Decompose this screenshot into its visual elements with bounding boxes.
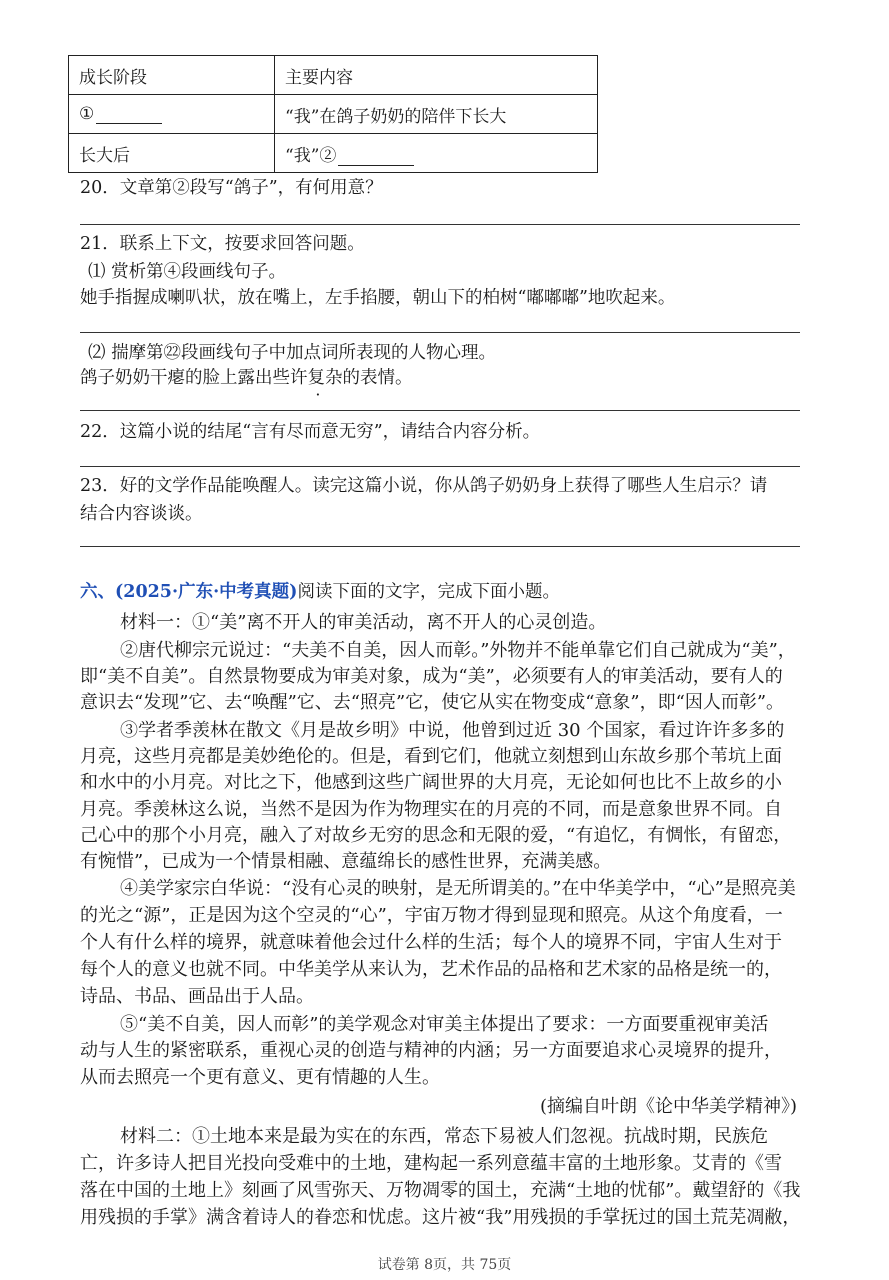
passage-line: 意识去“发现”它、去“唤醒”它、去“照亮”它，使它从实在物变成“意象”，即“因人而彰”。	[80, 692, 785, 713]
passage-line: 即“美不自美”。自然景物要成为审美对象，成为“美”，必须要有人的审美活动，要有人的	[80, 666, 783, 687]
passage-line: 亡，许多诗人把目光投向受难中的土地，建构起一系列意蕴丰富的土地形象。艾青的《雪	[80, 1153, 782, 1174]
answer-blank[interactable]	[338, 147, 414, 166]
answer-line[interactable]	[80, 224, 800, 225]
table-row	[69, 95, 598, 134]
section-intro: 阅读下面的文字，完成下面小题。	[297, 582, 560, 602]
passage-line: ④美学家宗白华说：“没有心灵的映射，是无所谓美的。”在中华美学中，“心”是照亮美	[120, 878, 796, 899]
page-footer: 试卷第 8页，共 75页	[377, 1257, 512, 1273]
table-header-row	[69, 56, 598, 95]
answer-line[interactable]	[80, 410, 800, 411]
table-row	[69, 134, 598, 173]
question-20: 20．文章第②段写“鸽子”，有何用意？	[80, 178, 383, 198]
passage-line: 个人有什么样的境界，就意味着他会过什么样的生活；每个人的境界不同，宇宙人生对于	[80, 932, 782, 953]
table-cell: “我”在鸽子奶奶的陪伴下长大	[275, 95, 598, 134]
passage-line: ③学者季羡林在散文《月是故乡明》中说，他曾到过近 30 个国家，看过许许多多的	[120, 720, 785, 741]
question-23-cont: 结合内容谈谈。	[80, 504, 203, 524]
passage-line: 动与人生的紧密联系，重视心灵的创造与精神的内涵；另一方面要追求心灵境界的提升，	[80, 1040, 782, 1061]
growth-stage-table	[68, 55, 598, 173]
question-21-title: 21．联系上下文，按要求回答问题。	[80, 234, 365, 254]
passage-line: 从而去照亮一个更有意义、更有情趣的人生。	[80, 1067, 440, 1088]
dotted-character: 复	[307, 368, 325, 388]
passage-line: 用残损的手掌》满含着诗人的眷恋和忧虑。这片被“我”用残损的手掌抚过的国土荒芜凋敝，	[80, 1207, 801, 1228]
passage-line: 月亮，这些月亮都是美妙绝伦的。但是，看到它们，他就立刻想到山东故乡那个苇坑上面	[80, 746, 782, 767]
question-21-part2: ⑵ 揣摩第㉒段画线句子中加点词所表现的人物心理。	[88, 343, 497, 363]
passage-line: ⑤“美不自美，因人而彰”的美学观念对审美主体提出了要求：一方面要重视审美活	[120, 1014, 769, 1035]
table-cell	[275, 134, 598, 173]
answer-line[interactable]	[80, 332, 800, 333]
section-6-heading	[80, 580, 560, 605]
answer-line[interactable]	[80, 546, 800, 547]
passage-line: 有惋惜”，已成为一个情景相融、意蕴绵长的感性世界，充满美感。	[80, 851, 612, 872]
table-cell	[69, 95, 275, 134]
question-22: 22．这篇小说的结尾“言有尽而意无穷”，请结合内容分析。	[80, 422, 541, 442]
passage-line: 和水中的小月亮。对比之下，他感到这些广阔世界的大月亮，无论如何也比不上故乡的小	[80, 772, 782, 793]
passage-line: 材料一：①“美”离不开人的审美活动，离不开人的心灵创造。	[120, 612, 607, 633]
passage-line: 落在中国的土地上》刻画了风雪弥天、万物凋零的国土，充满“土地的忧郁”。戴望舒的《我	[80, 1180, 801, 1201]
question-21-part1: ⑴ 赏析第④段画线句子。	[88, 262, 287, 282]
stage-label: ①	[79, 104, 95, 124]
question-23: 23．好的文学作品能唤醒人。读完这篇小说，你从鸽子奶奶身上获得了哪些人生启示？请	[80, 476, 768, 496]
table-cell: 长大后	[69, 134, 275, 173]
section-title: 六、(2025·广东·中考真题)	[80, 582, 298, 602]
passage-line: 己心中的那个小月亮，融入了对故乡无穷的思念和无限的爱，“有追忆，有惆怅，有留恋，	[80, 825, 792, 846]
passage-line: 每个人的意义也就不同。中华美学从来认为，艺术作品的品格和艺术家的品格是统一的，	[80, 959, 782, 980]
passage-line: 诗品、书品、画品出于人品。	[80, 986, 314, 1007]
content-label: “我”②	[285, 145, 337, 166]
passage-line: 月亮。季羡林这么说，当然不是因为作为物理实在的月亮的不同，而是意象世界不同。自	[80, 799, 782, 820]
source-citation: (摘编自叶朗《论中华美学精神》)	[539, 1096, 797, 1117]
passage-line: 材料二：①土地本来是最为实在的东西，常态下易被人们忽视。抗战时期，民族危	[120, 1126, 768, 1147]
question-21-sentence1: 她手指握成喇叭状，放在嘴上，左手掐腰，朝山下的柏树“嘟嘟嘟”地吹起来。	[80, 288, 676, 308]
answer-blank[interactable]	[96, 105, 162, 124]
question-21-sentence2: 鸽子奶奶干瘪的脸上露出些许复杂的表情。	[80, 368, 413, 388]
passage-line: ②唐代柳宗元说过：“夫美不自美，因人而彰。”外物并不能单靠它们自己就成为“美”，	[120, 640, 796, 661]
table-header-cell: 主要内容	[275, 56, 598, 95]
table-header-cell: 成长阶段	[69, 56, 275, 95]
answer-line[interactable]	[80, 466, 800, 467]
passage-line: 的光之“源”，正是因为这个空灵的“心”，宇宙万物才得到显现和照亮。从这个角度看，一	[80, 905, 783, 926]
